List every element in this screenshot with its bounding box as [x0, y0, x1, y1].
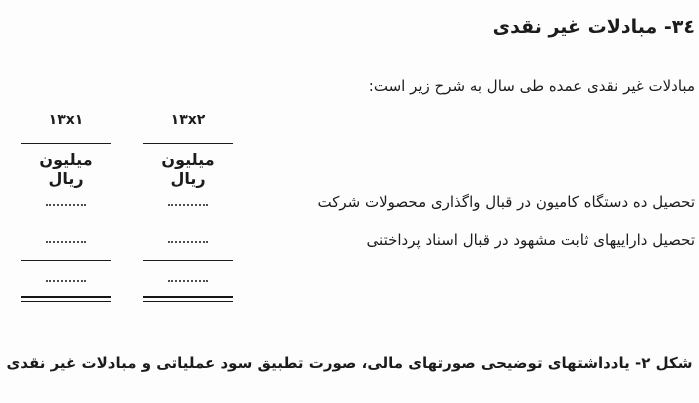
value-placeholder-dots — [168, 280, 208, 282]
figure-caption: شکل ٢- یادداشتهای توضیحی صورتهای مالی، صورت تطبیق سود عملیاتی و مبادلات غیر نقدی — [6, 354, 693, 372]
subtotal-rule — [21, 260, 111, 261]
year-header-rule — [21, 143, 111, 144]
value-placeholder-dots — [46, 241, 86, 243]
value-placeholder-dots — [168, 204, 208, 206]
value-placeholder-dots — [46, 204, 86, 206]
year-value: ١٣x١ — [48, 112, 84, 128]
column-unit-label: میلیون ریال — [39, 150, 93, 188]
amount-column-13x2 — [143, 110, 233, 305]
year-header-rule — [143, 143, 233, 144]
total-double-rule — [21, 296, 111, 302]
table-row-1-label: تحصیل ده دستگاه کامیون در قبال واگذاری محصولات شرکت — [317, 193, 695, 211]
table-row-2-label: تحصیل داراییهای ثابت مشهود در قبال اسناد پرداختنی — [366, 231, 695, 249]
value-placeholder-dots — [46, 280, 86, 282]
intro-text: مبادلات غیر نقدی عمده طی سال به شرح زیر است: — [368, 77, 695, 95]
column-year-header — [143, 112, 233, 128]
column-year-header — [21, 112, 111, 128]
total-double-rule — [143, 296, 233, 302]
value-placeholder-dots — [168, 241, 208, 243]
amount-column-13x1 — [21, 110, 111, 305]
year-value: ١٣x٢ — [170, 112, 206, 128]
subtotal-rule — [143, 260, 233, 261]
section-heading: ٣٤- مبادلات غیر نقدی — [492, 16, 695, 38]
column-unit-label: میلیون ریال — [161, 150, 215, 188]
